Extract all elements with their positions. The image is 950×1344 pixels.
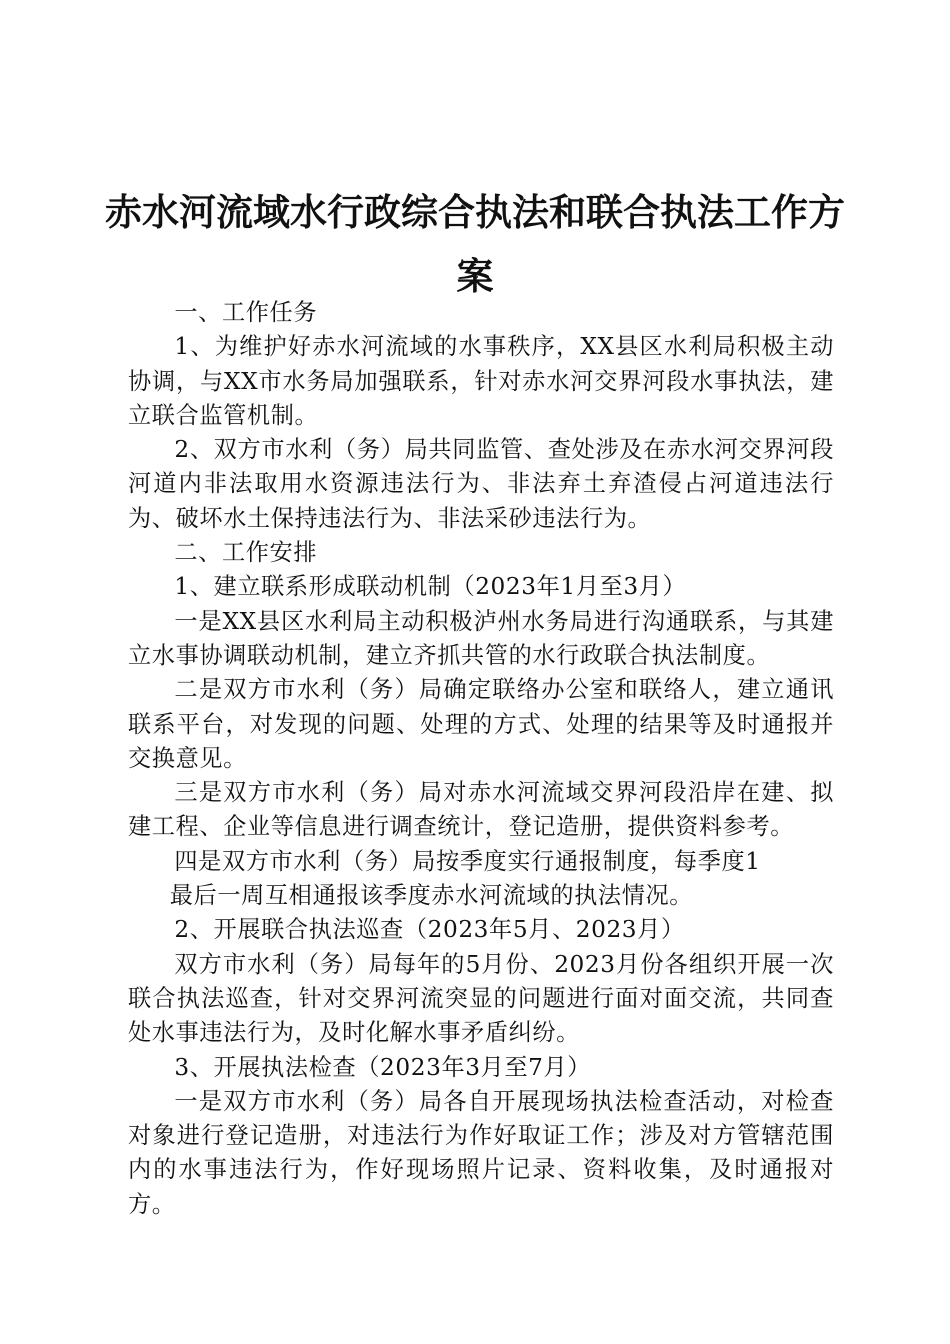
document-body <box>128 296 834 1222</box>
section-heading-tasks: 一、工作任务 <box>174 299 318 326</box>
paragraph: 三是双方市水利（务）局对赤水河流域交界河段沿岸在建、拟建工程、企业等信息进行调查统计，登记造册，提供资料参考。 <box>128 779 834 841</box>
paragraph: 双方市水利（务）局每年的5月份、2023月份各组织开展一次联合执法巡查，针对交界河流突显的问题进行面对面交流，共同查处水事违法行为，及时化解水事矛盾纠纷。 <box>128 950 834 1047</box>
paragraph: 1、为维护好赤水河流域的水事秩序，XX县区水利局积极主动协调，与XX市水务局加强联系，针对赤水河交界河段水事执法，建立联合监管机制。 <box>128 333 834 429</box>
paragraph: 2、双方市水利（务）局共同监管、查处涉及在赤水河交界河段河道内非法取用水资源违法行为、非法弃土弃渣侵占河道违法行为、破坏水土保持违法行为、非法采砂违法行为。 <box>128 436 834 532</box>
paragraph: 二是双方市水利（务）局确定联络办公室和联络人，建立通讯联系平台，对发现的问题、处理的方式、处理的结果等及时通报并交换意见。 <box>128 676 834 772</box>
paragraph: 一是双方市水利（务）局各自开展现场执法检查活动，对检查对象进行登记造册，对违法行为作好取证工作；涉及对方管辖范围内的水事违法行为，作好现场照片记录、资料收集，及时通报对方。 <box>128 1087 834 1218</box>
document-title: 赤水河流域水行政综合执法和联合执法工作方案 <box>105 190 845 298</box>
section-heading-arrangement: 二、工作安排 <box>174 539 318 567</box>
subsection-heading: 3、开展执法检查（2023年3月至7月） <box>174 1053 592 1081</box>
paragraph: 一是XX县区水利局主动积极泸州水务局进行沟通联系，与其建立水事协调联动机制，建立齐抓共管的水行政联合执法制度。 <box>128 607 834 669</box>
subsection-heading: 2、开展联合执法巡查（2023年5月、2023月） <box>174 916 685 944</box>
subsection-heading: 1、建立联系形成联动机制（2023年1月至3月） <box>174 573 687 601</box>
paragraph: 四是双方市水利（务）局按季度实行通报制度，每季度1 <box>174 847 761 875</box>
paragraph: 最后一周互相通报该季度赤水河流域的执法情况。 <box>169 882 694 910</box>
